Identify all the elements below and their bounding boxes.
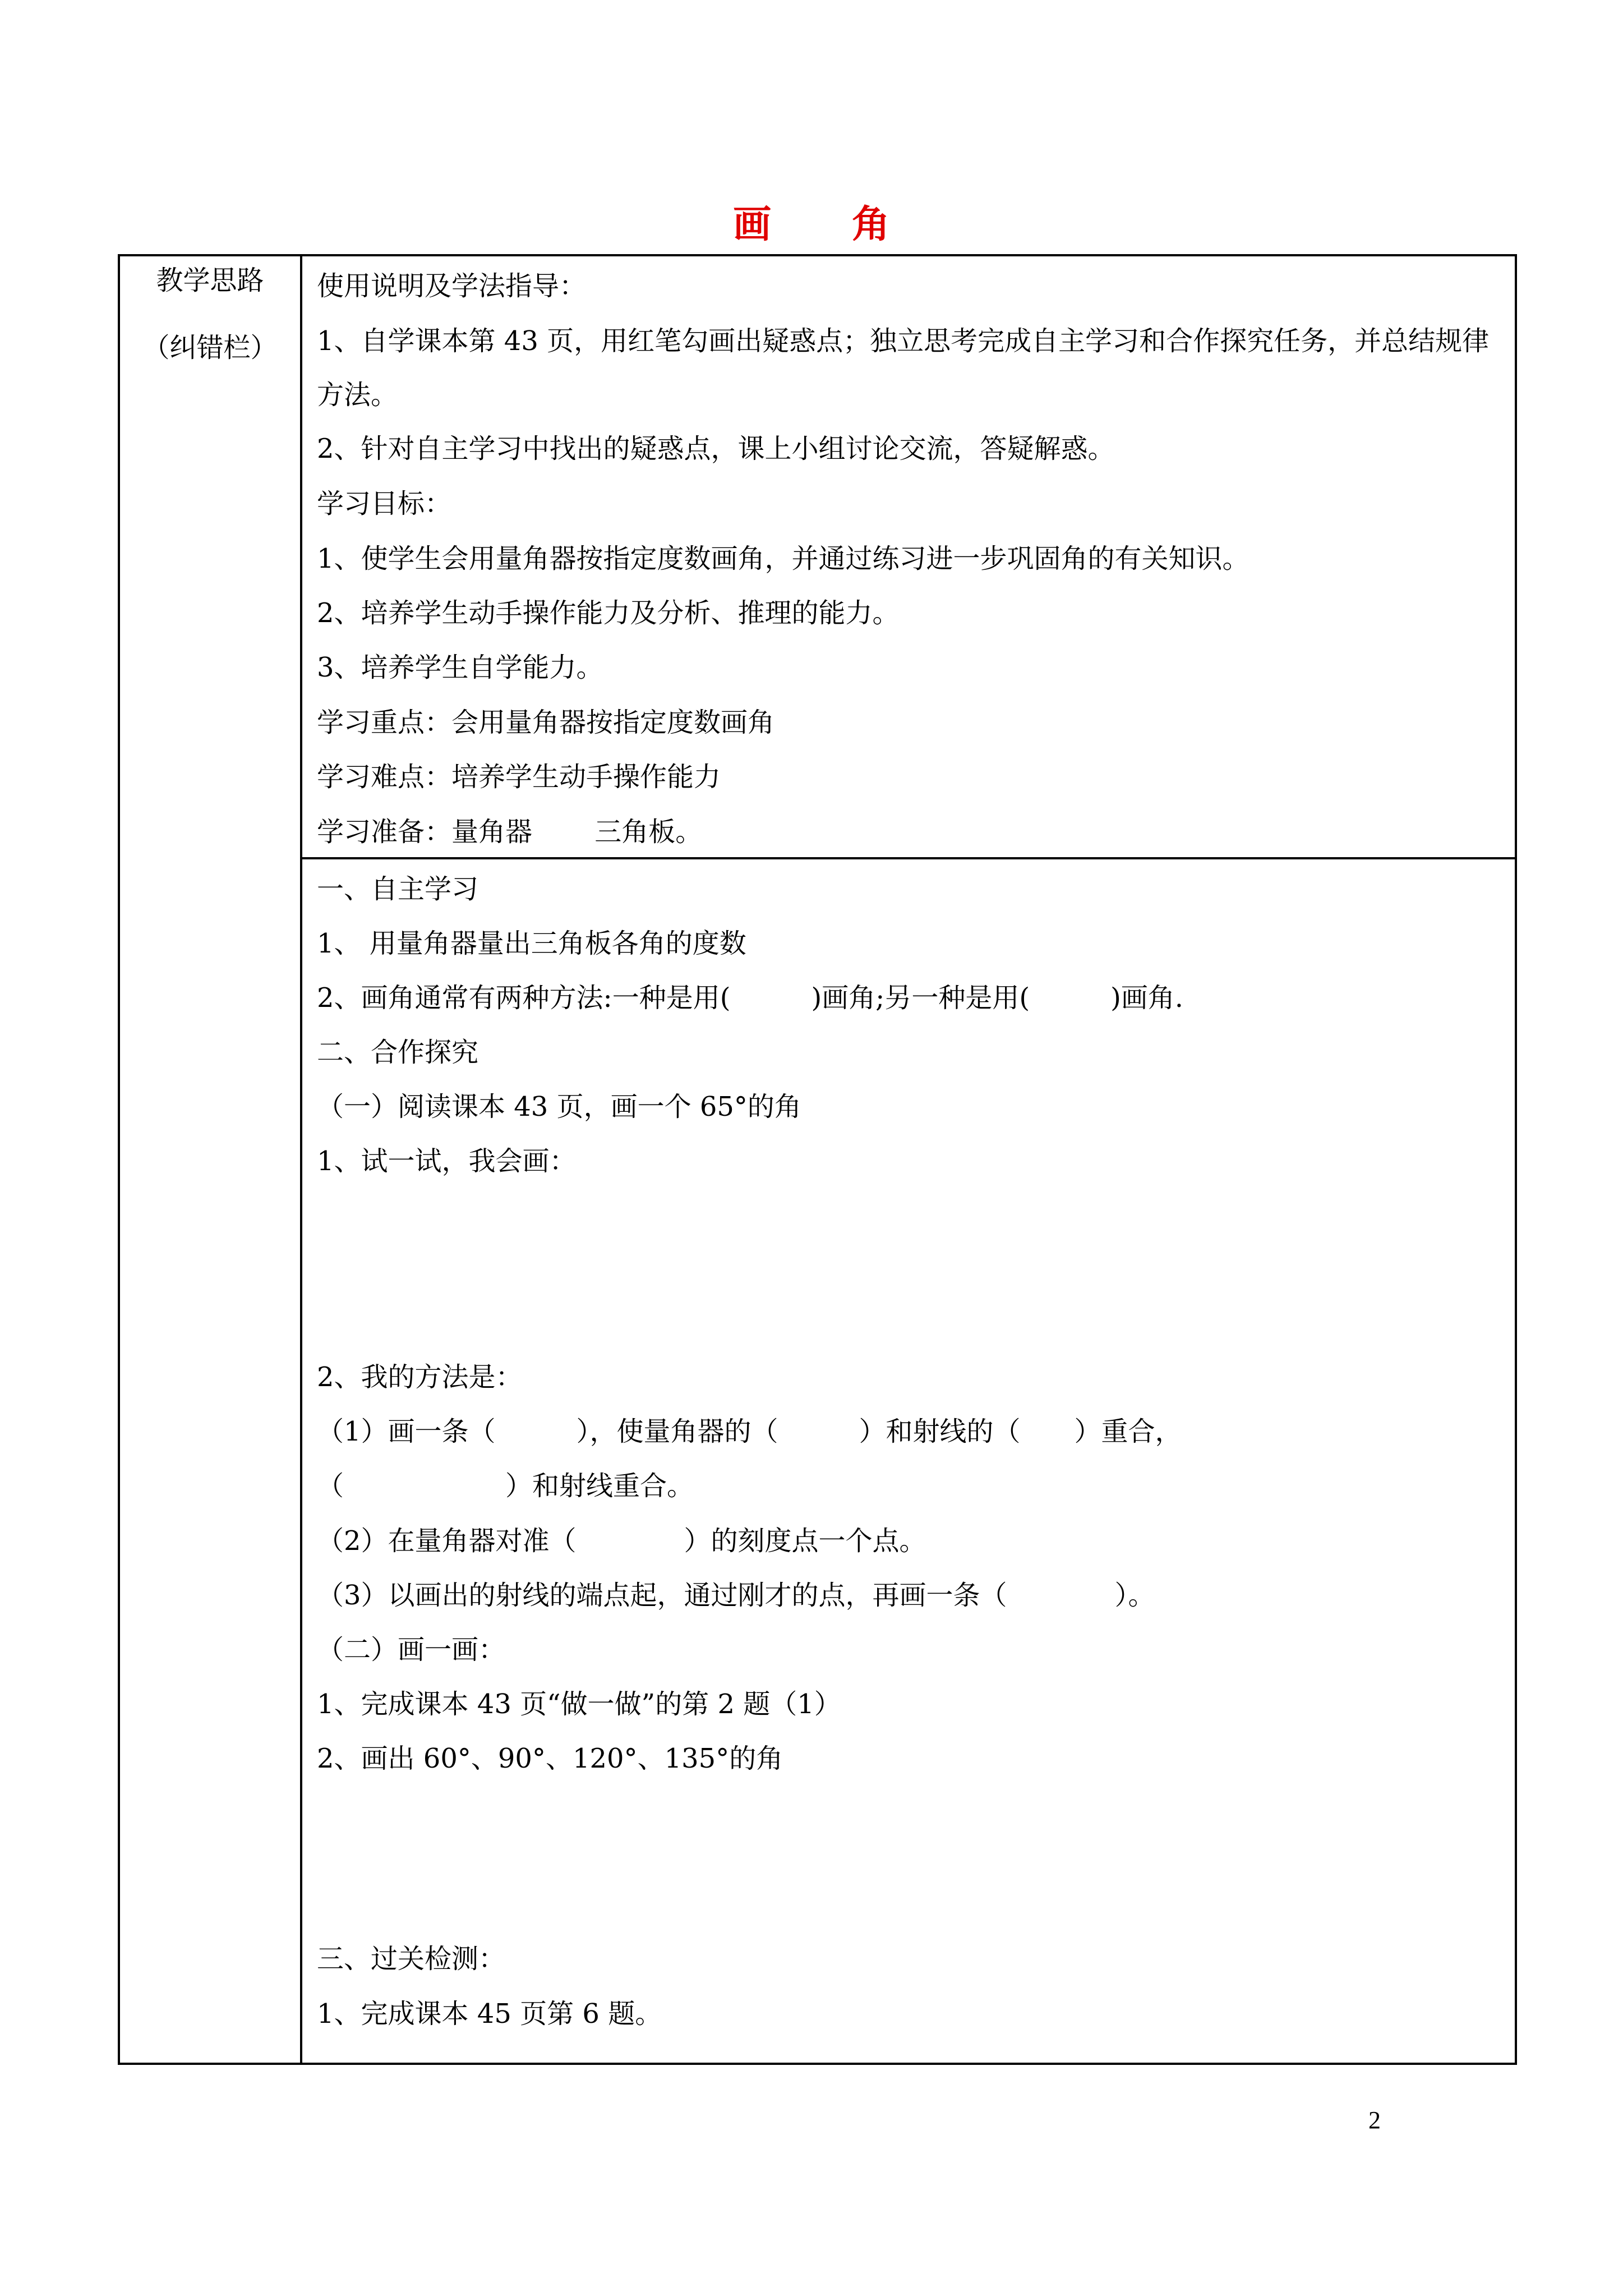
page-number: 2 xyxy=(1368,2106,1381,2134)
left-column-sublabel: （纠错栏） xyxy=(142,332,278,364)
materials: 学习准备：量角器 三角板。 xyxy=(317,816,703,848)
page-title: 画 角 xyxy=(733,203,924,247)
draw-task-1: 1、完成课本 43 页“做一做”的第 2 题（1） xyxy=(317,1688,841,1720)
difficulty: 学习难点：培养学生动手操作能力 xyxy=(317,761,721,793)
draw-heading: （二）画一画： xyxy=(317,1634,506,1665)
checkpoint-heading: 三、过关检测： xyxy=(317,1943,506,1975)
method-heading: 2、我的方法是： xyxy=(317,1361,523,1393)
method-step-1: （1）画一条（ ），使量角器的（ ）和射线的（ ）重合， xyxy=(317,1416,1182,1447)
instruction-1: 1、自学课本第 43 页，用红笔勾画出疑惑点；独立思考完成自主学习和合作探究任务，并总结规律方法。 xyxy=(317,325,1490,411)
try-drawing: 1、试一试，我会画： xyxy=(317,1145,577,1177)
checkpoint-task-1: 1、完成课本 45 页第 6 题。 xyxy=(317,1998,662,2030)
read-textbook-task: （一）阅读课本 43 页，画一个 65°的角 xyxy=(317,1091,801,1122)
instructions-heading: 使用说明及学法指导： xyxy=(317,270,587,302)
objective-2: 2、培养学生动手操作能力及分析、推理的能力。 xyxy=(317,597,900,629)
self-study-item-1: 1、 用量角器量出三角板各角的度数 xyxy=(317,928,746,959)
method-step-3: （3）以画出的射线的端点起，通过刚才的点，再画一条（ ）。 xyxy=(317,1580,1155,1611)
method-step-1-cont: （ ）和射线重合。 xyxy=(317,1470,694,1502)
column-divider xyxy=(300,254,302,2065)
objectives-heading: 学习目标： xyxy=(317,488,452,519)
objective-3: 3、培养学生自学能力。 xyxy=(317,652,603,683)
draw-task-2: 2、画出 60°、90°、120°、135°的角 xyxy=(317,1743,783,1774)
objective-1: 1、使学生会用量角器按指定度数画角，并通过练习进一步巩固角的有关知识。 xyxy=(317,543,1249,574)
instruction-2: 2、针对自主学习中找出的疑惑点，课上小组讨论交流，答疑解惑。 xyxy=(317,433,1115,464)
method-step-2: （2）在量角器对准（ ）的刻度点一个点。 xyxy=(317,1525,926,1557)
self-study-heading: 一、自主学习 xyxy=(317,873,479,905)
row-divider xyxy=(300,857,1517,859)
cooperative-heading: 二、合作探究 xyxy=(317,1037,479,1068)
key-point: 学习重点：会用量角器按指定度数画角 xyxy=(317,707,775,738)
self-study-item-2: 2、画角通常有两种方法:一种是用( )画角;另一种是用( )画角. xyxy=(317,982,1184,1014)
left-column-label: 教学思路 xyxy=(156,265,264,296)
